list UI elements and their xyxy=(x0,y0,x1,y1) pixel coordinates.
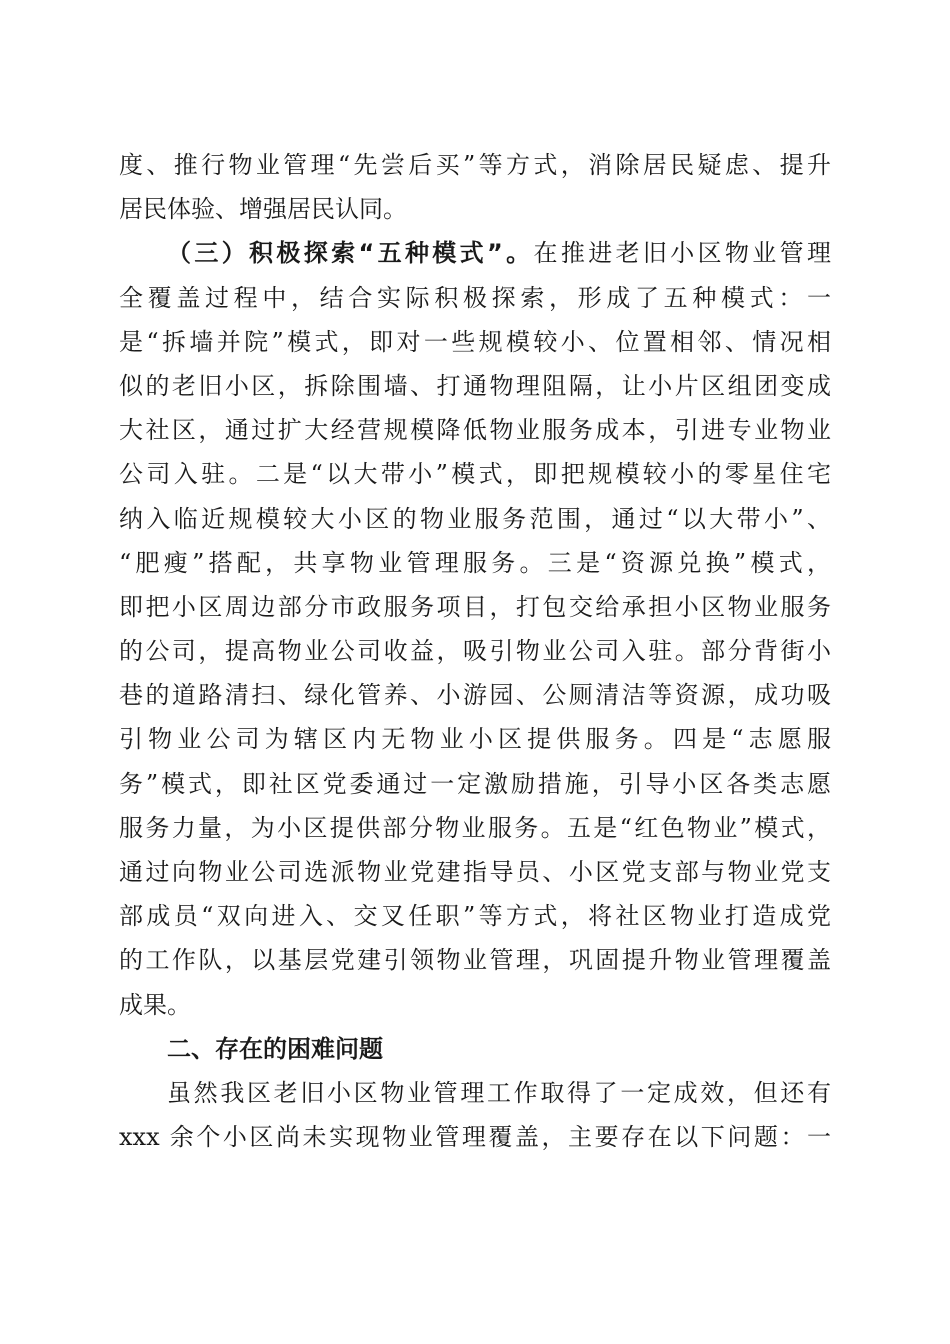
text-line-7: 大社区，通过扩大经营规模降低物业服务成本，引进专业物业 xyxy=(119,416,831,445)
text-line-8: 公司入驻。二是“以大带小”模式，即把规模较小的零星住宅 xyxy=(119,460,831,489)
text-line-5: 是“拆墙并院”模式，即对一些规模较小、位置相邻、情况相 xyxy=(119,327,831,356)
text-line-1: 度、推行物业管理“先尝后买”等方式，消除居民疑虑、提升 xyxy=(119,151,831,179)
text-line-15: 务”模式，即社区党委通过一定激励措施，引导小区各类志愿 xyxy=(119,769,831,798)
text-line-17: 通过向物业公司选派物业党建指导员、小区党支部与物业党支 xyxy=(119,858,831,886)
text-line-18: 部成员“双向进入、交叉任职”等方式，将社区物业打造成党 xyxy=(119,902,831,931)
section-three-title: （三）积极探索“五种模式”。 xyxy=(167,239,534,268)
text-line-20: 成果。 xyxy=(119,990,191,1019)
para-two-line-1: 虽然我区老旧小区物业管理工作取得了一定成效，但还有 xyxy=(167,1078,831,1107)
text-line-19: 的工作队，以基层党建引领物业管理，巩固提升物业管理覆盖 xyxy=(119,946,831,975)
text-line-13: 巷的道路清扫、绿化管养、小游园、公厕清洁等资源，成功吸 xyxy=(119,681,831,710)
text-line-2: 居民体验、增强居民认同。 xyxy=(119,195,407,224)
text-line-10: “肥瘦”搭配，共享物业管理服务。三是“资源兑换”模式， xyxy=(119,548,831,577)
text-line-14: 引物业公司为辖区内无物业小区提供服务。四是“志愿服 xyxy=(119,725,831,754)
text-line-4: 全覆盖过程中，结合实际积极探索，形成了五种模式：一 xyxy=(119,283,831,312)
section-three-intro-line xyxy=(119,231,831,275)
text-line-12: 的公司，提高物业公司收益，吸引物业公司入驻。部分背街小 xyxy=(119,637,831,666)
section-heading-two: 二、存在的困难问题 xyxy=(167,1034,383,1063)
para-two-line-2: xxx 余个小区尚未实现物业管理覆盖，主要存在以下问题：一 xyxy=(119,1123,831,1152)
text-line-9: 纳入临近规模较大小区的物业服务范围，通过“以大带小”、 xyxy=(119,504,831,533)
text-line-6: 似的老旧小区，拆除围墙、打通物理阻隔，让小片区组团变成 xyxy=(119,371,831,400)
text-line-16: 服务力量，为小区提供部分物业服务。五是“红色物业”模式， xyxy=(119,813,831,842)
document-body xyxy=(119,143,831,1159)
section-three-intro-rest: 在推进老旧小区物业管理 xyxy=(533,239,832,268)
text-line-11: 即把小区周边部分市政服务项目，打包交给承担小区物业服务 xyxy=(119,592,831,621)
